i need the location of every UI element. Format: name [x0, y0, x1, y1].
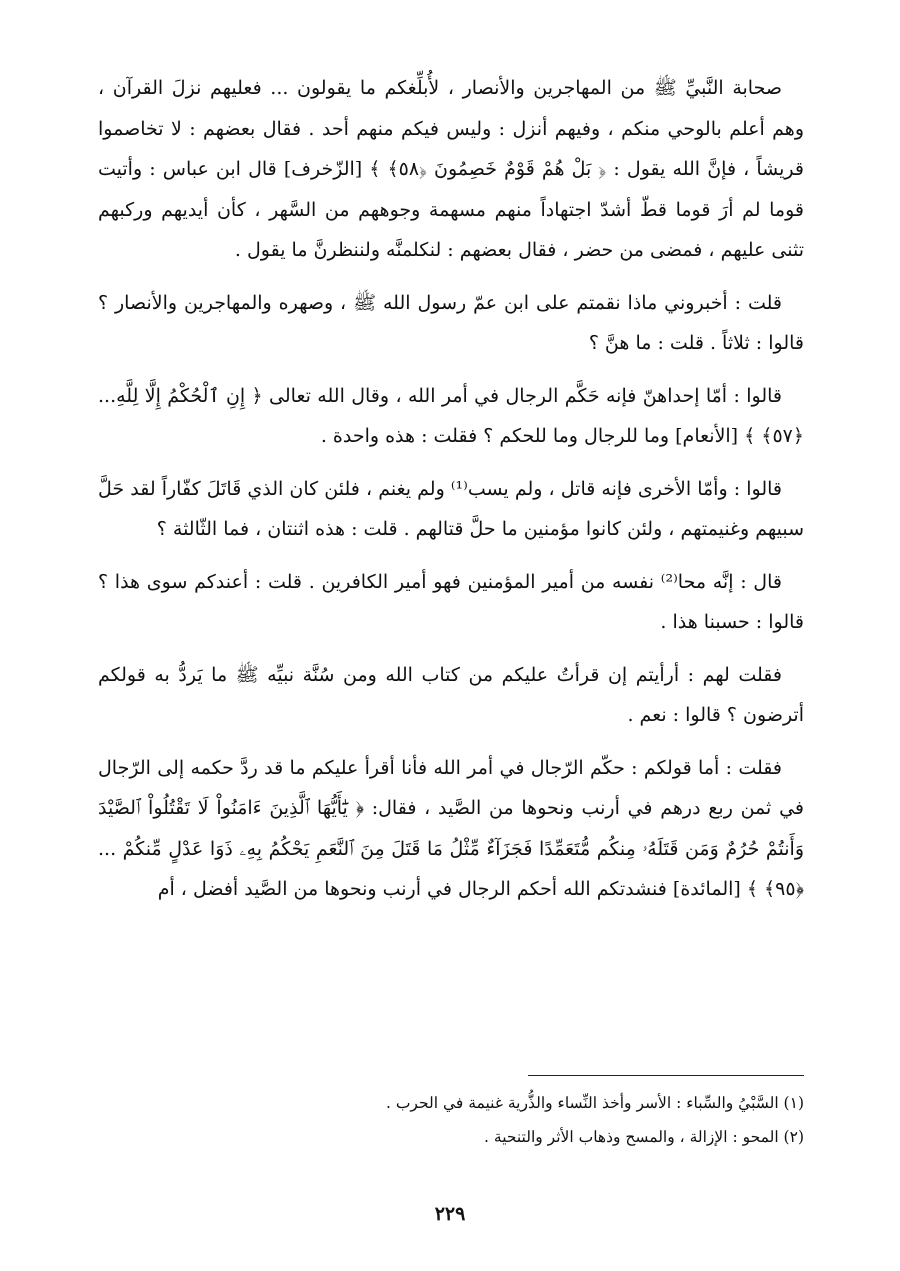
- paragraph-7: فقلت : أما قولكم : حكّم الرّجال في أمر الله فأنا أقرأ عليكم ما قد ردَّ حكمه إلى الرّجال في ثمن ربع درهم في أرنب ونحوها من الصَّيد ، فقال: ﴿ يَٰٓأَيُّهَا ٱلَّذِينَ ءَامَنُواْ لَا تَقْتُلُواْ ٱلصَّيْدَ وَأَنتُمْ حُرُمٌ وَمَن قَتَلَهُۥ مِنكُم مُّتَعَمِّدًا فَجَزَآءٌ مِّثْلُ مَا قَتَلَ مِنَ ٱلنَّعَمِ يَحْكُمُ بِهِۦ ذَوَا عَدْلٍ مِّنكُمْ ... ﴿٩٥﴾ ﴾ [المائدة] فنشدتكم الله أحكم الرجال في أرنب ونحوها من الصَّيد أفضل ، أم: [98, 756, 804, 900]
- footnote-2: (٢) المحو : الإزالة ، والمسح وذهاب الأثر والتنحية .: [484, 1128, 804, 1146]
- page-number: ٢٢٩: [434, 1203, 466, 1225]
- footnote-1: (١) السَّبْيُ والسِّباء : الأسر وأخذ النِّساء والذُّرية غنيمة في الحرب .: [385, 1094, 804, 1112]
- paragraph-5: قال : إنَّه محا⁽²⁾ نفسه من أمير المؤمنين فهو أمير الكافرين . قلت : أعندكم سوى هذا ؟ قالوا : حسبنا هذا .: [98, 570, 804, 633]
- footnote-divider: [528, 1075, 804, 1076]
- paragraph-3: قالوا : أمّا إحداهنّ فإنه حَكَّم الرجال في أمر الله ، وقال الله تعالى ﴿ إِنِ ٱلْحُكْمُ إِلَّا لِلَّهِ... ﴿٥٧﴾ ﴾ [الأنعام] وما للرجال وما للحكم ؟ فقلت : هذه واحدة .: [98, 384, 804, 447]
- paragraph-1: صحابة النَّبيِّ ﷺ من المهاجرين والأنصار ، لأُبلِّغكم ما يقولون ... فعليهم نزلَ القرآن ، وهم أعلم بالوحي منكم ، وفيهم أنزل : وليس فيكم منهم أحد . فقال بعضهم : لا تخاصموا قريشاً ، فإنَّ الله يقول : ﴿ بَلْ هُمْ قَوْمٌ خَصِمُونَ ﴿٥٨﴾ ﴾ [الزّخرف] قال ابن عباس : وأتيت قوما لم أرَ قوما قطّ أشدّ اجتهاداً منهم مسهمة وجوههم من السَّهر ، كأن أيديهم وركبهم تثنى عليهم ، فمضى من حضر ، فقال بعضهم : لنكلمنَّه ولننظرنَّ ما يقول .: [98, 77, 804, 261]
- paragraph-4: قالوا : وأمّا الأخرى فإنه قاتل ، ولم يسب⁽¹⁾ ولم يغنم ، فلئن كان الذي قَاتَلَ كفّاراً لقد حَلَّ سبيهم وغنيمتهم ، ولئن كانوا مؤمنين ما حلَّ قتالهم . قلت : هذه اثنتان ، فما الثّالثة ؟: [98, 477, 804, 540]
- paragraph-2: قلت : أخبروني ماذا نقمتم على ابن عمّ رسول الله ﷺ ، وصهره والمهاجرين والأنصار ؟ قالوا : ثلاثاً . قلت : ما هنَّ ؟: [98, 291, 804, 354]
- footnotes: [98, 1086, 804, 1154]
- main-text: [98, 68, 804, 910]
- paragraph-6: فقلت لهم : أرأيتم إن قرأتُ عليكم من كتاب الله ومن سُنَّة نبيِّه ﷺ ما يَردُّ به قولكم أترضون ؟ قالوا : نعم .: [98, 663, 804, 726]
